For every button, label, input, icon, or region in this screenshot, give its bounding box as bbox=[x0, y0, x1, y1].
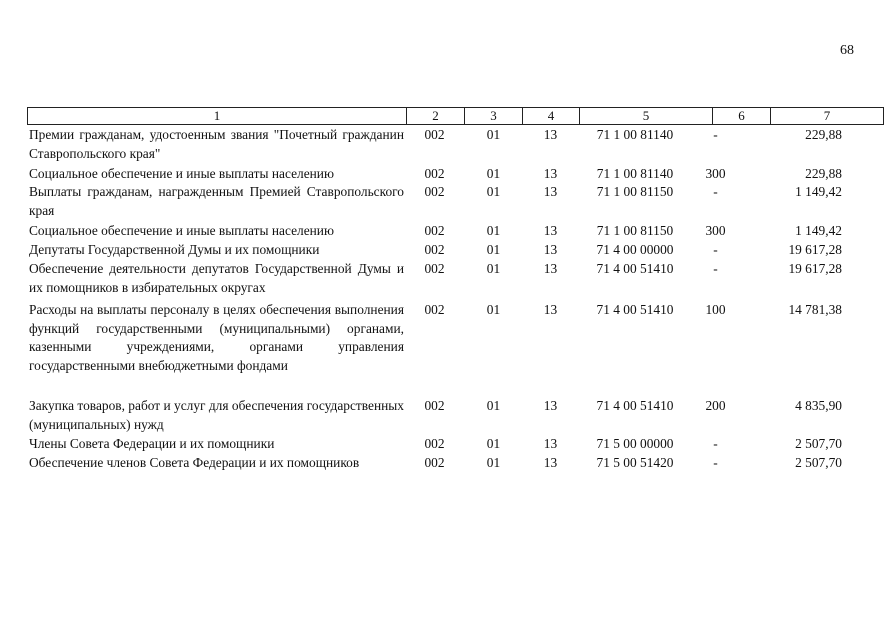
row-admin-code: 002 bbox=[424, 223, 445, 238]
row-target-article: 71 4 00 51410 bbox=[596, 398, 674, 413]
row-subsection: 13 bbox=[543, 436, 558, 451]
row-name: Социальное обеспечение и иные выплаты населению bbox=[29, 223, 334, 238]
row-subsection: 13 bbox=[543, 242, 558, 257]
row-section: 01 bbox=[486, 166, 501, 181]
header-col-3: 3 bbox=[464, 107, 523, 125]
row-subsection: 13 bbox=[543, 398, 558, 413]
row-target-article: 71 5 00 00000 bbox=[596, 436, 674, 451]
row-expense-type: 100 bbox=[705, 302, 726, 317]
row-target-article: 71 1 00 81140 bbox=[596, 127, 674, 142]
row-target-article: 71 1 00 81140 bbox=[596, 166, 674, 181]
header-col-6: 6 bbox=[712, 107, 771, 125]
row-amount: 1 149,42 bbox=[795, 223, 842, 238]
row-amount: 229,88 bbox=[805, 127, 842, 142]
row-target-article: 71 1 00 81150 bbox=[596, 184, 674, 199]
row-amount: 19 617,28 bbox=[788, 261, 842, 276]
header-col-4: 4 bbox=[522, 107, 580, 125]
row-section: 01 bbox=[486, 302, 501, 317]
row-expense-type: - bbox=[713, 261, 718, 276]
row-subsection: 13 bbox=[543, 223, 558, 238]
row-section: 01 bbox=[486, 242, 501, 257]
row-amount: 4 835,90 bbox=[795, 398, 842, 413]
row-section: 01 bbox=[486, 436, 501, 451]
row-expense-type: - bbox=[713, 184, 718, 199]
row-amount: 2 507,70 bbox=[795, 455, 842, 470]
row-amount: 2 507,70 bbox=[795, 436, 842, 451]
row-amount: 19 617,28 bbox=[788, 242, 842, 257]
row-name: Члены Совета Федерации и их помощники bbox=[29, 436, 275, 451]
row-subsection: 13 bbox=[543, 127, 558, 142]
page-number: 68 bbox=[840, 43, 854, 58]
row-target-article: 71 4 00 51410 bbox=[596, 261, 674, 276]
row-amount: 229,88 bbox=[805, 166, 842, 181]
row-amount: 1 149,42 bbox=[795, 184, 842, 199]
row-admin-code: 002 bbox=[424, 398, 445, 413]
row-subsection: 13 bbox=[543, 455, 558, 470]
row-name: Закупка товаров, работ и услуг для обеспечения государственных (муниципальных) нужд bbox=[29, 398, 404, 432]
row-name: Депутаты Государственной Думы и их помощники bbox=[29, 242, 320, 257]
row-admin-code: 002 bbox=[424, 436, 445, 451]
row-subsection: 13 bbox=[543, 166, 558, 181]
row-admin-code: 002 bbox=[424, 261, 445, 276]
row-target-article: 71 5 00 51420 bbox=[596, 455, 674, 470]
row-section: 01 bbox=[486, 261, 501, 276]
row-expense-type: - bbox=[713, 436, 718, 451]
row-expense-type: - bbox=[713, 455, 718, 470]
row-name: Премии гражданам, удостоенным звания "Почетный гражданин Ставропольского края" bbox=[29, 127, 404, 161]
header-col-1: 1 bbox=[27, 107, 407, 125]
row-name: Социальное обеспечение и иные выплаты населению bbox=[29, 166, 334, 181]
row-section: 01 bbox=[486, 398, 501, 413]
row-expense-type: - bbox=[713, 127, 718, 142]
row-subsection: 13 bbox=[543, 261, 558, 276]
row-amount: 14 781,38 bbox=[788, 302, 842, 317]
header-col-5: 5 bbox=[579, 107, 713, 125]
row-name: Расходы на выплаты персоналу в целях обеспечения выполнения функций государственными (муниципальными) органами, казенными учреждениями, органами управления государственными внебюджетными фондами bbox=[29, 302, 404, 373]
row-name: Выплаты гражданам, награжденным Премией Ставропольского края bbox=[29, 184, 404, 218]
row-name: Обеспечение деятельности депутатов Государственной Думы и их помощников в избирательных округах bbox=[29, 261, 404, 295]
row-expense-type: 300 bbox=[705, 166, 726, 181]
header-col-2: 2 bbox=[406, 107, 465, 125]
row-expense-type: - bbox=[713, 242, 718, 257]
row-section: 01 bbox=[486, 184, 501, 199]
row-admin-code: 002 bbox=[424, 302, 445, 317]
row-subsection: 13 bbox=[543, 184, 558, 199]
row-target-article: 71 4 00 00000 bbox=[596, 242, 674, 257]
row-admin-code: 002 bbox=[424, 127, 445, 142]
row-admin-code: 002 bbox=[424, 455, 445, 470]
row-section: 01 bbox=[486, 455, 501, 470]
row-section: 01 bbox=[486, 127, 501, 142]
row-admin-code: 002 bbox=[424, 184, 445, 199]
row-admin-code: 002 bbox=[424, 242, 445, 257]
row-expense-type: 300 bbox=[705, 223, 726, 238]
row-expense-type: 200 bbox=[705, 398, 726, 413]
row-admin-code: 002 bbox=[424, 166, 445, 181]
row-subsection: 13 bbox=[543, 302, 558, 317]
row-name: Обеспечение членов Совета Федерации и их помощников bbox=[29, 455, 360, 470]
row-target-article: 71 4 00 51410 bbox=[596, 302, 674, 317]
row-target-article: 71 1 00 81150 bbox=[596, 223, 674, 238]
row-section: 01 bbox=[486, 223, 501, 238]
header-col-7: 7 bbox=[770, 107, 884, 125]
